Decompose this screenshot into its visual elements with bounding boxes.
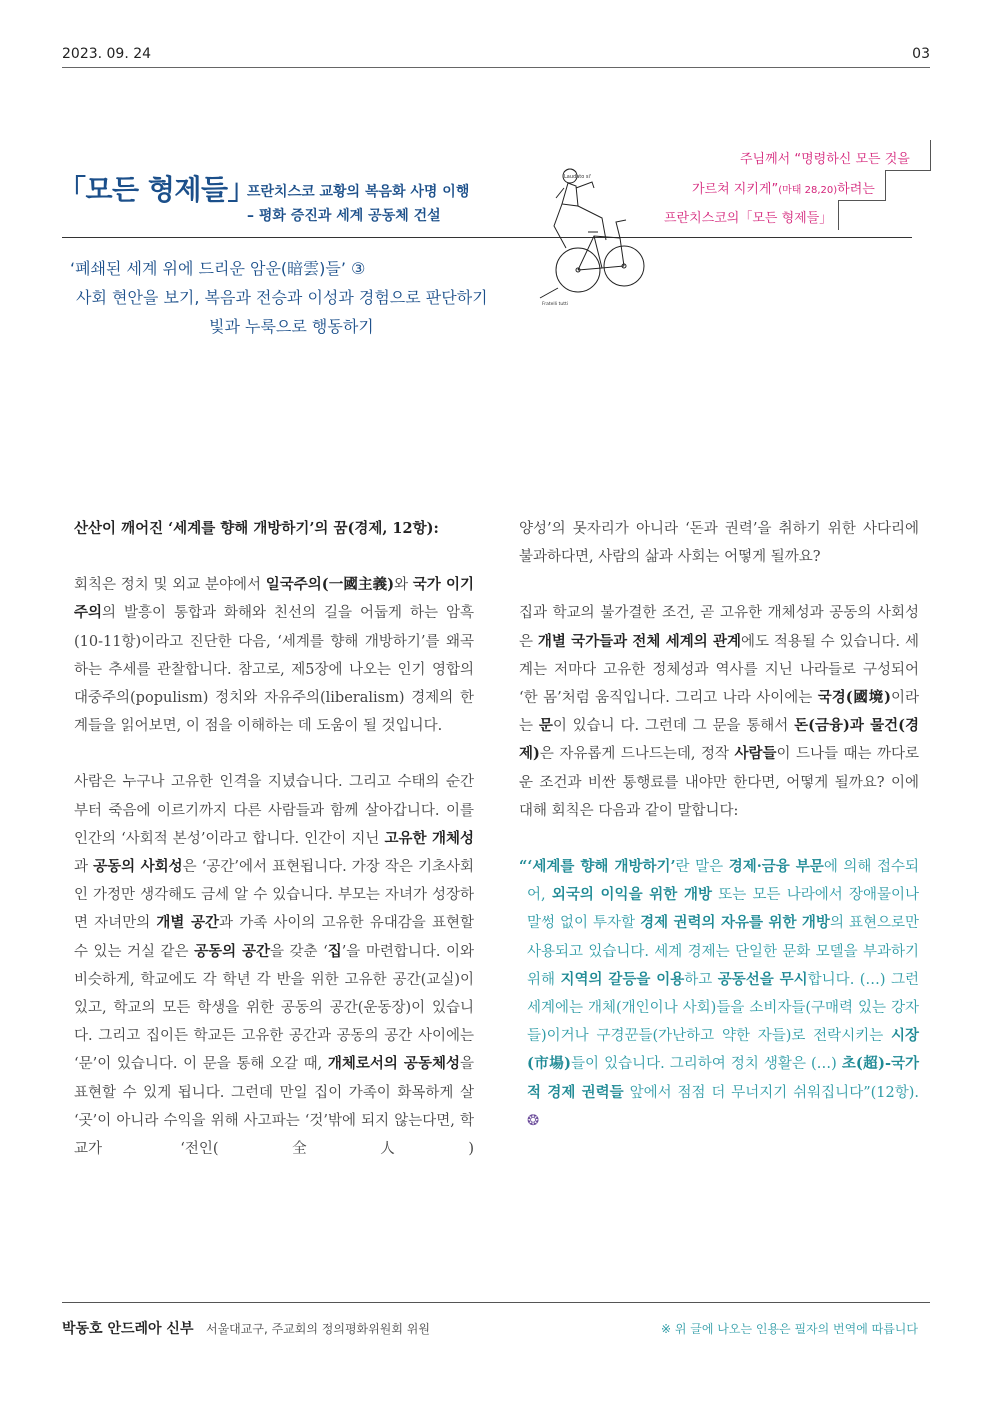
series-subtitle [247, 180, 547, 228]
article-title: ‘폐쇄된 세계 위에 드리운 암운(暗雲)들’ ③ [70, 259, 366, 278]
stair-bible-ref: (마태 28,20) [778, 185, 838, 196]
translation-note: ※ 위 글에 나오는 인용은 필자의 번역에 따릅니다 [660, 1322, 918, 1336]
body-column-left [74, 515, 474, 1163]
paragraph: 양성’의 못자리가 아니라 ‘돈과 권력’을 취하기 위한 사다리에 불과하다면, 사람의 삶과 사회는 어떻게 될까요? [519, 521, 919, 566]
header-divider [62, 67, 930, 68]
paragraph-gap [519, 571, 919, 599]
stair-rule [885, 170, 886, 200]
paragraph-gap [74, 543, 474, 571]
series-subtitle-line-1: 프란치스코 교황의 복음화 사명 이행 [247, 184, 470, 200]
encyclical-quote: “‘세계를 향해 개방하기’란 말은 경제·금융 부문에 의해 접수되어, 외국의 이익을 위한 개방 또는 모든 나라에서 장애물이나 말썽 없이 투자할 경제 권력의 자유를 위한 개방의 표현으로만 사용되고 있습니다. 세계 경제는 단일한 문화 모델을 부과하기 위해 지역의 갈등을 이용하고 공동선을 무시합니다. (…) 그런 세계에는 개체(개인이나 사회)들을 소비자들(구매력 있는 강자들)이거나 구경꾼들(가난하고 약한 자들)로 전락시키는 시장(市場)들이 있습니다. 그리하여 정치 생활은 (…) 초(超)-국가적 경제 권력들 앞에서 점점 더 무너지기 쉬워집니다”(12항). ❂ [519, 858, 920, 1129]
illustration-caption-top: Laudato si' [564, 174, 592, 180]
author-role: 서울대교구, 주교회의 정의평화위원회 위원 [206, 1322, 430, 1336]
series-title: 「모든 형제들」 [58, 173, 255, 206]
stair-line-1: 주님께서 “명령하신 모든 것을 [740, 152, 910, 167]
section-heading: 산산이 깨어진 ‘세계를 향해 개방하기’의 꿈(경제, 12항): [74, 520, 439, 537]
stair-rule [838, 200, 839, 230]
paragraph-gap [519, 825, 919, 853]
paragraph-gap [74, 740, 474, 768]
stair-rule [838, 200, 886, 201]
article-subtitle-2: 빛과 누룩으로 행동하기 [209, 317, 374, 336]
issue-date: 2023. 09. 24 [62, 46, 152, 62]
end-mark-icon: ❂ [527, 1112, 540, 1129]
stair-line-3: 프란치스코의「모든 형제들」 [664, 211, 833, 226]
footer-divider [62, 1302, 930, 1303]
article-subtitle-1: 사회 현안을 보기, 복음과 전승과 이성과 경험으로 판단하기 [76, 288, 488, 307]
title-divider [62, 237, 912, 238]
page-number: 03 [912, 46, 930, 62]
illustration-caption-bottom: Fratelli tutti [542, 302, 568, 307]
paragraph: 회칙은 정치 및 외교 분야에서 일국주의(一國主義)와 국가 이기주의의 발흥이 통합과 화해와 친선의 길을 어둡게 하는 암흑(10-11항)이라고 진단한 다음, ‘세계를 향해 개방하기’를 왜곡하는 추세를 관찰합니다. 참고로, 제5장에 나오는 인기 영합의 대중주의(populism) 정치와 자유주의(liberalism) 경제의 한계들을 읽어보면, 이 점을 이해하는 데 도움이 될 것입니다. [74, 576, 474, 735]
series-subtitle-line-2: – 평화 증진과 세계 공동체 건설 [247, 208, 441, 224]
stair-rule [885, 170, 931, 171]
stair-rule [930, 140, 931, 170]
paragraph: 집과 학교의 불가결한 조건, 곧 고유한 개체성과 공동의 사회성은 개별 국가들과 전체 세계의 관계에도 적용될 수 있습니다. 세계는 저마다 고유한 정체성과 역사를 지닌 나라들로 구성되어 ‘한 몸’처럼 움직입니다. 그리고 나라 사이에는 국경(國境)이라는 문이 있습니 다. 그런데 그 문을 통해서 돈(금융)과 물건(경제)은 자유롭게 드나드는데, 정작 사람들이 드나들 때는 까다로운 조건과 비싼 통행료를 내야만 한다면, 어떻게 될까요? 이에 대해 회칙은 다음과 같이 말합니다: [519, 605, 919, 819]
author-name: 박동호 안드레아 신부 [62, 1321, 194, 1337]
body-column-right [519, 515, 919, 1135]
pope-bicycle-illustration [528, 148, 650, 314]
paragraph: 사람은 누구나 고유한 인격을 지녔습니다. 그리고 수태의 순간부터 죽음에 이르기까지 다른 사람들과 함께 살아갑니다. 이를 인간의 ‘사회적 본성’이라고 합니다. 인간이 지닌 고유한 개체성과 공동의 사회성은 ‘공간’에서 표현됩니다. 가장 작은 기초사회인 가정만 생각해도 금세 알 수 있습니다. 부모는 자녀가 성장하면 자녀만의 개별 공간과 가족 사이의 고유한 유대감을 표현할 수 있는 거실 같은 공동의 공간을 갖춘 ‘집’을 마련합니다. 이와 비슷하게, 학교에도 각 학년 각 반을 위한 고유한 공간(교실)이 있고, 학교의 모든 학생을 위한 공동의 공간(운동장)이 있습니다. 그리고 집이든 학교든 고유한 공간과 공동의 공간 사이에는 ‘문’이 있습니다. 이 문을 통해 오갈 때, 개체로서의 공동체성을 표현할 수 있게 됩니다. 그런데 만일 집이 가족이 화목하게 살 ‘곳’이 아니라 수익을 위해 사고파는 ‘것’밖에 되지 않는다면, 학교가 ‘전인(全人) [74, 774, 474, 1158]
stair-line-2: 가르쳐 지키게”(마태 28,20)하려는 [692, 182, 875, 197]
